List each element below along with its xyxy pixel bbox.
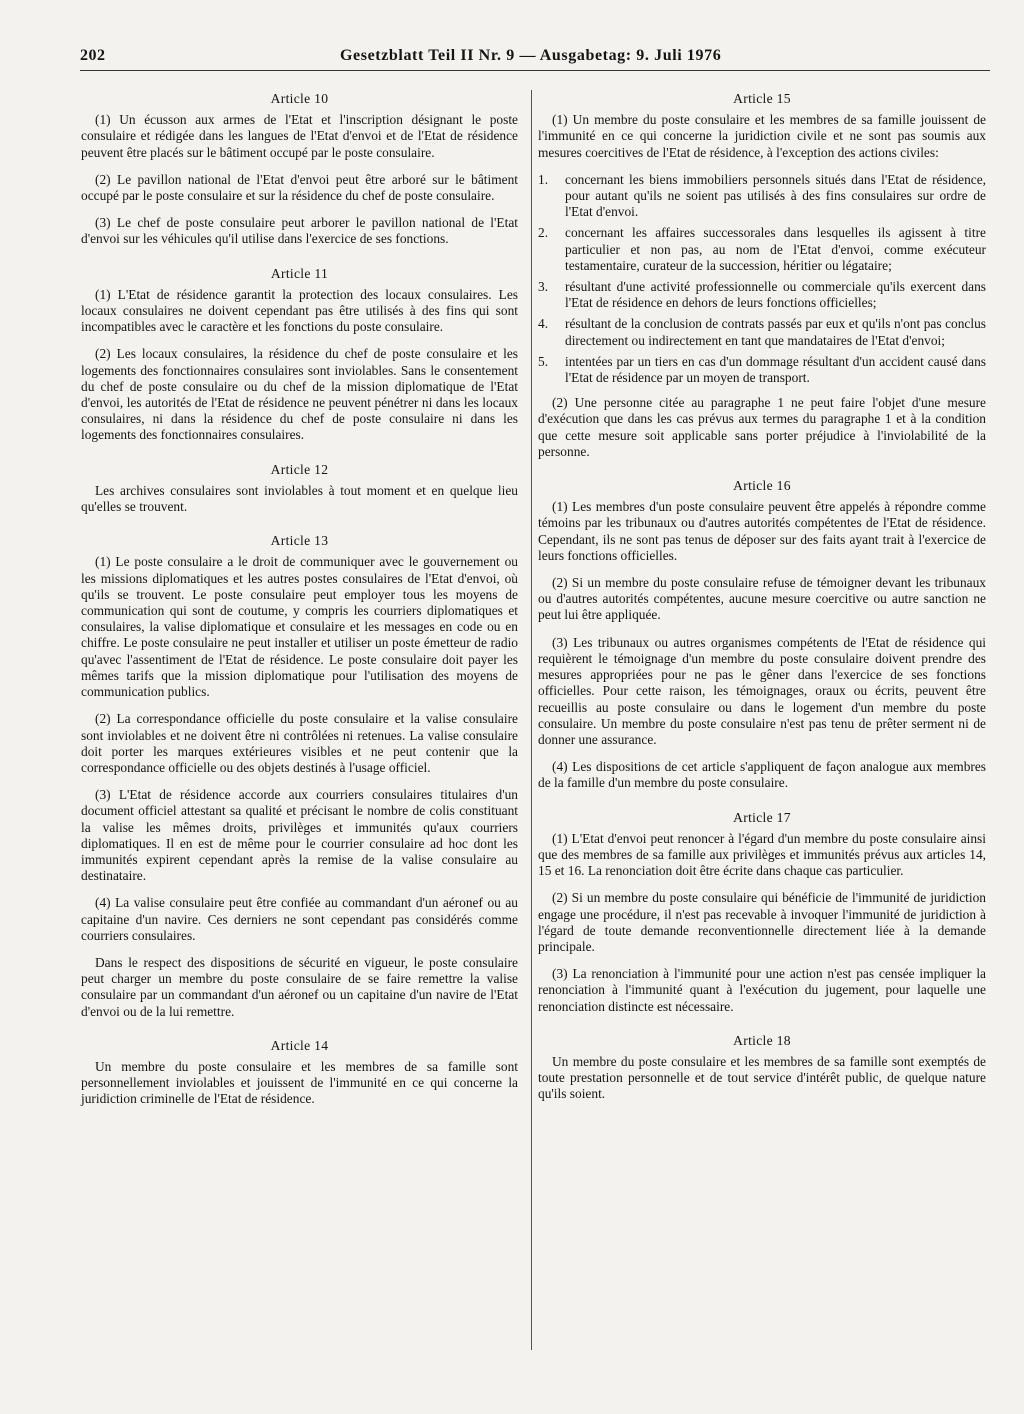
article-paragraph: Les archives consulaires sont inviolables à tout moment et en quelque lieu qu'elles se trouvent.: [81, 482, 518, 515]
article-14: [81, 1038, 518, 1108]
list-item: [538, 354, 986, 386]
list-item: [538, 172, 986, 221]
article-paragraph: (2) La correspondance officielle du poste consulaire et la valise consulaire sont inviolables et ne doivent être ni contrôlées ni retenues. La valise consulaire doit porter les marques extérieures visibles et ne peut contenir que la correspondance officielle ou des objets destinés à l'usage officiel.: [81, 711, 518, 775]
list-item-text: concernant les affaires successorales dans lesquelles ils agissent à titre particulier et non pas, au nom de l'Etat d'envoi, comme exécuteur testamentaire, curateur de la succession, héritier ou légataire;: [565, 225, 986, 273]
article-paragraph: (2) Le pavillon national de l'Etat d'envoi peut être arboré sur le bâtiment occupé par le poste consulaire et sur la résidence du chef de poste consulaire.: [81, 171, 518, 204]
article-title: Article 15: [733, 91, 791, 106]
article-18: [538, 1033, 986, 1103]
article-title: Article 13: [270, 533, 329, 549]
article-17: [538, 810, 986, 1015]
article-paragraph: (1) L'Etat de résidence garantit la protection des locaux consulaires. Les locaux consulaires ne doivent cependant pas être utilisés à des fins qui sont incompatibles avec le caractère et les fonctions du poste consulaire.: [81, 286, 518, 335]
list-item-text: résultant de la conclusion de contrats passés par eux et qu'ils n'ont pas conclus directement ou indirectement en tant que mandataires de l'Etat d'envoi;: [565, 316, 986, 348]
article-paragraph: (1) L'Etat d'envoi peut renoncer à l'égard d'un membre du poste consulaire ainsi que des membres de sa famille aux privilèges et immunités prévus aux articles 14, 15 et 16. La renonciation doit être écrite dans chaque cas particulier.: [538, 830, 986, 879]
list-item-text: intentées par un tiers en cas d'un dommage résultant d'un accident causé dans l'Etat de résidence par un moyen de transport.: [565, 353, 986, 386]
article-paragraph: (3) Les tribunaux ou autres organismes compétents de l'Etat de résidence qui requièrent le témoignage d'un membre du poste consulaire doivent prendre des mesures appropriées pour ne pas le gêner dans l'exercice de ses fonctions officielles. Pour cette raison, les témoignages, oraux ou écrits, peuvent être recueillis au poste consulaire ou dans le logement d'un membre du poste consulaire. Un membre du poste consulaire n'est pas tenu de prêter serment ni de donner une assurance.: [538, 634, 986, 747]
article-title: Article 18: [733, 1032, 791, 1048]
article-paragraph: Dans le respect des dispositions de sécurité en vigueur, le poste consulaire peut charger un membre du poste consulaire de se faire remettre la valise consulaire par un commandant d'un aéronef ou un capitaine d'un navire de l'Etat d'envoi ou de la lui remettre.: [81, 954, 518, 1019]
list-item-number: 2.: [538, 225, 549, 241]
list-item: [538, 225, 986, 274]
article-title: Article 11: [270, 265, 329, 281]
article-paragraph: (4) Les dispositions de cet article s'appliquent de façon analogue aux membres de la famille d'un membre du poste consulaire.: [538, 759, 986, 791]
running-title: Gesetzblatt Teil II Nr. 9 — Ausgabetag: 9. Juli 1976: [340, 47, 722, 64]
article-title: Article 10: [270, 91, 329, 106]
article-10: [81, 91, 518, 248]
article-paragraph: (2) Si un membre du poste consulaire refuse de témoigner devant les tribunaux ou d'autres autorités compétentes, aucune mesure coercitive ou autre sanction ne peut lui être appliquée.: [538, 575, 986, 623]
article-paragraph: (4) La valise consulaire peut être confiée au commandant d'un aéronef ou au capitaine d'un navire. Ces derniers ne sont cependant pas considérés comme courriers consulaires.: [81, 895, 518, 943]
article-paragraph: Un membre du poste consulaire et les membres de sa famille sont personnellement inviolables et jouissent de l'immunité en ce qui concerne la juridiction criminelle de l'Etat de résidence.: [81, 1058, 518, 1107]
right-column: [538, 91, 986, 1121]
article-title: Article 12: [270, 461, 329, 477]
left-column: [81, 91, 518, 1126]
list-item: [538, 316, 986, 348]
article-13: [81, 533, 518, 1019]
article-paragraph: Un membre du poste consulaire et les membres de sa famille sont exemptés de toute prestation personnelle et de tout service d'intérêt public, de quelque nature qu'ils soient.: [538, 1053, 986, 1102]
article-paragraph: (2) Si un membre du poste consulaire qui bénéficie de l'immunité de juridiction engage une procédure, il n'est pas recevable à invoquer l'immunité de juridiction à l'égard de toute demande reconventionnelle directement liée à la demande principale.: [538, 890, 986, 954]
article-11: [81, 266, 518, 444]
page-number: 202: [80, 47, 106, 64]
article-paragraph: (1) Le poste consulaire a le droit de communiquer avec le gouvernement ou les missions diplomatiques et les autres postes consulaires de l'Etat d'envoi, où qu'ils se trouvent. Le poste consulaire peut employer tous les moyens de communication qui sont de coutume, y compris les courriers diplomatiques et consulaires, la valise diplomatique et consulaire et les messages en code ou en chiffre. Le poste consulaire ne peut installer et utiliser un poste émetteur de radio qu'avec l'assentiment de l'Etat de résidence. Le poste consulaire doit payer les mêmes tarifs que la mission diplomatique pour l'utilisation des moyens de communication publics.: [81, 554, 518, 700]
article-16: [538, 478, 986, 791]
article-paragraph: (3) La renonciation à l'immunité pour une action n'est pas censée impliquer la renonciation à l'immunité quant à l'exécution du jugement, pour laquelle une renonciation distincte est nécessaire.: [538, 966, 986, 1014]
numbered-list: [538, 172, 986, 386]
article-title: Article 16: [733, 478, 791, 494]
article-paragraph: (2) Les locaux consulaires, la résidence du chef de poste consulaire et les logements des fonctionnaires consulaires sont inviolables. Sans le consentement du chef de poste consulaire ou du chef de la mission diplomatique de l'Etat d'envoi, les autorités de l'Etat de résidence ne peuvent pénétrer ni dans les locaux consulaires, ni dans la résidence du chef de poste consulaire ni dans les logements des fonctionnaires consulaires.: [81, 346, 518, 443]
page-header: [80, 47, 990, 69]
list-item-text: résultant d'une activité professionnelle ou commerciale qu'ils exercent dans l'Etat de résidence en dehors de leurs fonctions officielles;: [565, 279, 986, 311]
header-rule: [80, 70, 990, 71]
article-title: Article 17: [733, 809, 791, 825]
article-paragraph: (3) Le chef de poste consulaire peut arborer le pavillon national de l'Etat d'envoi sur les véhicules qu'il utilise dans l'exercice de ses fonctions.: [81, 215, 518, 247]
article-paragraph: (3) L'Etat de résidence accorde aux courriers consulaires titulaires d'un document officiel attestant sa qualité et précisant le nombre de colis constituant la valise les mêmes droits, privilèges et immunités qu'aux courriers diplomatiques. Il en est de même pour le courrier consulaire ad hoc dont les immunités expirent cependant après la remise de la valise consulaire au destinataire.: [81, 787, 518, 884]
article-paragraph: (1) Un membre du poste consulaire et les membres de sa famille jouissent de l'immunité en ce qui concerne la juridiction civile et ne sont pas soumis aux mesures coercitives de l'Etat de résidence, à l'exception des actions civiles:: [538, 112, 986, 160]
list-item-number: 4.: [538, 316, 549, 332]
article-15: [538, 91, 986, 460]
article-title: Article 14: [270, 1037, 329, 1053]
article-paragraph: (1) Les membres d'un poste consulaire peuvent être appelés à répondre comme témoins par les tribunaux ou d'autres autorités compétentes de l'Etat de résidence. Cependant, ils ne sont pas tenus de déposer sur des faits ayant trait à l'exercice de leurs fonctions officielles.: [538, 499, 986, 563]
list-item: [538, 279, 986, 311]
list-item-text: concernant les biens immobiliers personnels situés dans l'Etat de résidence, pour autant qu'ils ne soient pas utilisés à des fins consulaires sur ordre de l'Etat d'envoi.: [565, 171, 986, 220]
column-divider: [531, 90, 532, 1350]
list-item-number: 1.: [538, 171, 549, 187]
article-paragraph: (2) Une personne citée au paragraphe 1 ne peut faire l'objet d'une mesure d'exécution que dans les cas prévus aux termes du paragraphe 1 et à la condition que cette mesure soit applicable sans porter préjudice à l'inviolabilité de la personne.: [538, 395, 986, 459]
list-item-number: 5.: [538, 353, 549, 369]
article-12: [81, 462, 518, 516]
list-item-number: 3.: [538, 279, 549, 295]
article-paragraph: (1) Un écusson aux armes de l'Etat et l'inscription désignant le poste consulaire et rédigée dans les langues de l'Etat d'envoi et de l'Etat de résidence peuvent être placés sur le bâtiment occupé par le poste consulaire.: [81, 112, 518, 160]
